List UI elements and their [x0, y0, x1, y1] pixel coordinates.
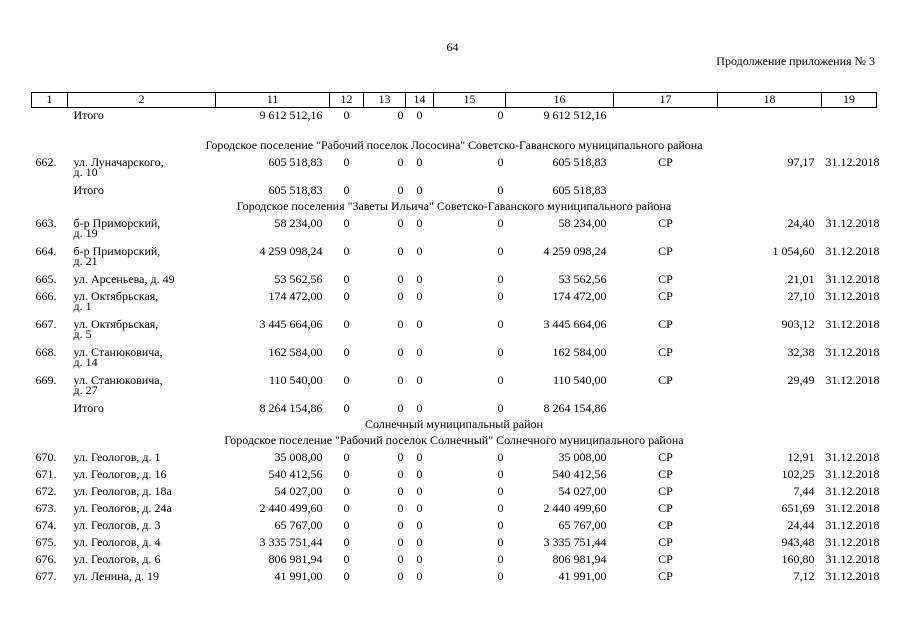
- total-cost-cell: 35 008,00: [558, 450, 607, 464]
- date-cell: 31.12.2018: [825, 552, 880, 566]
- address-cell: [68, 183, 216, 200]
- col15-cell: 0: [497, 535, 504, 549]
- date-cell: 31.12.2018: [825, 373, 880, 387]
- col-header: 16: [506, 93, 614, 108]
- method-cell: [614, 183, 718, 200]
- col13-cell: 0: [397, 155, 404, 169]
- col14-cell: 0: [416, 289, 423, 303]
- address-line: ул. Ленина, д. 19: [73, 569, 160, 583]
- col15-cell: 0: [497, 501, 504, 515]
- col15-cell: 0: [497, 373, 504, 387]
- date-cell: 31.12.2018: [825, 484, 880, 498]
- address-line: Итого: [73, 108, 104, 122]
- method-cell: СР: [658, 467, 673, 481]
- col-header: 18: [718, 93, 822, 108]
- area-cell: 12,91: [787, 450, 815, 464]
- total-cost-cell: 3 335 751,44: [543, 535, 607, 549]
- col13-cell: 0: [397, 345, 404, 359]
- date-cell: 31.12.2018: [825, 569, 880, 583]
- col15-cell: 0: [497, 216, 504, 230]
- data-table: [31, 92, 880, 586]
- date-cell: 31.12.2018: [825, 216, 880, 230]
- cost-cell: 162 584,00: [268, 345, 323, 359]
- row-index: [32, 108, 68, 126]
- area-cell: [718, 183, 822, 200]
- method-cell: СР: [658, 450, 673, 464]
- col13-cell: 0: [397, 501, 404, 515]
- col14-cell: 0: [416, 108, 423, 122]
- col12-cell: 0: [343, 467, 350, 481]
- area-cell: 21,01: [787, 272, 815, 286]
- col13-cell: 0: [397, 244, 404, 258]
- spacer-row: [32, 125, 877, 139]
- col13-cell: 0: [397, 183, 404, 197]
- address-line: ул. Станюковича,: [73, 345, 163, 359]
- table-row: [32, 345, 877, 373]
- col12-cell: 0: [343, 401, 350, 415]
- col14-cell: 0: [416, 317, 423, 331]
- address-cell: [68, 535, 216, 552]
- total-cost-cell: 65 767,00: [558, 518, 607, 532]
- total-cost-cell: 174 472,00: [552, 289, 607, 303]
- address-line: ул. Геологов, д. 3: [73, 518, 161, 532]
- total-cost-cell: 53 562,56: [558, 272, 607, 286]
- section-heading: Солнечный муниципальный район: [365, 417, 543, 431]
- table-row: [32, 289, 877, 317]
- cost-cell: 110 540,00: [268, 373, 323, 387]
- row-index: 662.: [35, 155, 57, 169]
- address-line-2: д. 27: [73, 383, 98, 397]
- method-cell: СР: [658, 244, 673, 258]
- row-index: 671.: [35, 467, 57, 481]
- col12-cell: 0: [343, 484, 350, 498]
- table-row: [32, 569, 877, 586]
- method-cell: [614, 108, 718, 126]
- address-line: ул. Арсеньева, д. 49: [73, 272, 175, 286]
- col13-cell: 0: [397, 552, 404, 566]
- address-cell: [68, 501, 216, 518]
- col13-cell: 0: [397, 317, 404, 331]
- total-row: [32, 108, 877, 126]
- address-line-2: д. 5: [73, 327, 92, 341]
- cost-cell: 605 518,83: [268, 155, 323, 169]
- address-line: б-р Приморский,: [73, 244, 161, 258]
- area-cell: 24,40: [787, 216, 815, 230]
- address-line-2: д. 19: [73, 226, 98, 240]
- row-index: 674.: [35, 518, 57, 532]
- address-cell: [68, 289, 216, 317]
- date-cell: 31.12.2018: [825, 535, 880, 549]
- cost-cell: 3 335 751,44: [259, 535, 323, 549]
- col15-cell: 0: [497, 289, 504, 303]
- col12-cell: 0: [343, 155, 350, 169]
- address-cell: [68, 216, 216, 244]
- col14-cell: 0: [416, 401, 423, 415]
- area-cell: 97,17: [787, 155, 815, 169]
- col15-cell: 0: [497, 467, 504, 481]
- method-cell: СР: [658, 155, 673, 169]
- method-cell: СР: [658, 484, 673, 498]
- address-line: ул. Октябрьская,: [73, 289, 159, 303]
- col12-cell: 0: [343, 373, 350, 387]
- row-index: 664.: [35, 244, 57, 258]
- address-line-2: д. 14: [73, 355, 98, 369]
- col14-cell: 0: [416, 484, 423, 498]
- section-heading: Городское поселение "Рабочий поселок Лососина" Советско-Гаванского муниципального района: [205, 138, 703, 152]
- method-cell: СР: [658, 289, 673, 303]
- address-line-2: д. 10: [73, 165, 98, 179]
- table-row: [32, 272, 877, 289]
- row-index: 677.: [35, 569, 57, 583]
- total-cost-cell: 605 518,83: [552, 155, 607, 169]
- method-cell: СР: [658, 552, 673, 566]
- row-index: 675.: [35, 535, 57, 549]
- cost-cell: 58 234,00: [274, 216, 323, 230]
- col14-cell: 0: [416, 450, 423, 464]
- area-cell: 1 054,60: [772, 244, 815, 258]
- col14-cell: 0: [416, 345, 423, 359]
- method-cell: СР: [658, 216, 673, 230]
- section-heading-row: [32, 434, 877, 450]
- cost-cell: 8 264 154,86: [259, 401, 323, 415]
- col12-cell: 0: [343, 518, 350, 532]
- table-row: [32, 484, 877, 501]
- spacer-cell: [32, 125, 877, 139]
- row-index: 672.: [35, 484, 57, 498]
- address-cell: [68, 108, 216, 126]
- address-line: ул. Станюковича,: [73, 373, 163, 387]
- date-cell: 31.12.2018: [825, 272, 880, 286]
- col15-cell: 0: [497, 552, 504, 566]
- area-cell: 943,48: [781, 535, 815, 549]
- col15-cell: 0: [497, 272, 504, 286]
- col12-cell: 0: [343, 244, 350, 258]
- col14-cell: 0: [416, 244, 423, 258]
- area-cell: 651,69: [781, 501, 815, 515]
- address-cell: [68, 552, 216, 569]
- address-line-2: д. 21: [73, 254, 98, 268]
- method-cell: СР: [658, 317, 673, 331]
- col15-cell: 0: [497, 401, 504, 415]
- col12-cell: 0: [343, 317, 350, 331]
- table-row: [32, 552, 877, 569]
- col14-cell: 0: [416, 501, 423, 515]
- total-row: [32, 401, 877, 418]
- col15-cell: 0: [497, 345, 504, 359]
- col-header: 17: [614, 93, 718, 108]
- method-cell: СР: [658, 518, 673, 532]
- area-cell: 24,44: [787, 518, 815, 532]
- cost-cell: 4 259 098,24: [259, 244, 323, 258]
- col13-cell: 0: [397, 272, 404, 286]
- col14-cell: 0: [416, 569, 423, 583]
- continuation-note: Продолжение приложения № 3: [716, 54, 875, 68]
- total-cost-cell: 41 991,00: [558, 569, 607, 583]
- cost-cell: 605 518,83: [268, 183, 323, 197]
- col14-cell: 0: [416, 552, 423, 566]
- address-line: ул. Геологов, д. 24а: [73, 501, 172, 515]
- col12-cell: 0: [343, 183, 350, 197]
- area-cell: 7,44: [793, 484, 815, 498]
- area-cell: 29,49: [787, 373, 815, 387]
- date-cell: 31.12.2018: [825, 450, 880, 464]
- col13-cell: 0: [397, 401, 404, 415]
- col15-cell: 0: [497, 317, 504, 331]
- col14-cell: 0: [416, 183, 423, 197]
- row-index: 670.: [35, 450, 57, 464]
- address-cell: [68, 518, 216, 535]
- row-index: [32, 183, 68, 200]
- section-heading: Городское поселения "Заветы Ильича" Советско-Гаванского муниципального района: [236, 199, 672, 213]
- method-cell: СР: [658, 501, 673, 515]
- page-number: 64: [446, 40, 459, 54]
- row-index: 676.: [35, 552, 57, 566]
- col12-cell: 0: [343, 535, 350, 549]
- cost-cell: 174 472,00: [268, 289, 323, 303]
- address-cell: [68, 484, 216, 501]
- area-cell: 27,10: [787, 289, 815, 303]
- col13-cell: 0: [397, 450, 404, 464]
- section-heading-row: [32, 200, 877, 216]
- address-cell: [68, 401, 216, 418]
- col13-cell: 0: [397, 535, 404, 549]
- address-cell: [68, 244, 216, 272]
- col13-cell: 0: [397, 216, 404, 230]
- row-index: 667.: [35, 317, 57, 331]
- col14-cell: 0: [416, 467, 423, 481]
- row-index: 673.: [35, 501, 57, 515]
- col12-cell: 0: [343, 108, 350, 122]
- cost-cell: 65 767,00: [274, 518, 323, 532]
- total-cost-cell: 806 981,94: [552, 552, 607, 566]
- table-row: [32, 216, 877, 244]
- col12-cell: 0: [343, 450, 350, 464]
- col14-cell: 0: [416, 535, 423, 549]
- table-row: [32, 467, 877, 484]
- total-cost-cell: 2 440 499,60: [543, 501, 607, 515]
- method-cell: СР: [658, 272, 673, 286]
- table-row: [32, 450, 877, 467]
- cost-cell: 41 991,00: [274, 569, 323, 583]
- address-line: ул. Геологов, д. 18а: [73, 484, 172, 498]
- row-index: 669.: [35, 373, 57, 387]
- area-cell: 32,38: [787, 345, 815, 359]
- row-index: 666.: [35, 289, 57, 303]
- address-line: ул. Луначарского,: [73, 155, 164, 169]
- cost-cell: 540 412,56: [268, 467, 323, 481]
- col15-cell: 0: [497, 450, 504, 464]
- area-cell: [718, 401, 822, 418]
- col14-cell: 0: [416, 155, 423, 169]
- col-header: 13: [364, 93, 406, 108]
- date-cell: 31.12.2018: [825, 289, 880, 303]
- address-line-2: д. 1: [73, 299, 92, 313]
- method-cell: СР: [658, 569, 673, 583]
- col-header: 15: [434, 93, 506, 108]
- date-cell: [822, 183, 877, 200]
- col13-cell: 0: [397, 484, 404, 498]
- address-line: ул. Геологов, д. 16: [73, 467, 167, 481]
- section-heading-row: [32, 139, 877, 155]
- method-cell: [614, 401, 718, 418]
- method-cell: СР: [658, 535, 673, 549]
- cost-cell: 806 981,94: [268, 552, 323, 566]
- method-cell: СР: [658, 345, 673, 359]
- address-line: ул. Геологов, д. 1: [73, 450, 161, 464]
- cost-cell: 53 562,56: [274, 272, 323, 286]
- cost-cell: 35 008,00: [274, 450, 323, 464]
- date-cell: 31.12.2018: [825, 467, 880, 481]
- row-index: 668.: [35, 345, 57, 359]
- address-cell: [68, 373, 216, 401]
- table-row: [32, 155, 877, 183]
- date-cell: 31.12.2018: [825, 501, 880, 515]
- row-index: 663.: [35, 216, 57, 230]
- col13-cell: 0: [397, 569, 404, 583]
- cost-cell: 9 612 512,16: [259, 108, 323, 122]
- total-cost-cell: 8 264 154,86: [543, 401, 607, 415]
- address-cell: [68, 317, 216, 345]
- address-cell: [68, 272, 216, 289]
- col-header: 14: [406, 93, 434, 108]
- method-cell: СР: [658, 373, 673, 387]
- address-line: Итого: [73, 183, 104, 197]
- area-cell: [718, 108, 822, 126]
- total-cost-cell: 605 518,83: [552, 183, 607, 197]
- col14-cell: 0: [416, 272, 423, 286]
- col-header: 19: [822, 93, 877, 108]
- date-cell: 31.12.2018: [825, 155, 880, 169]
- table-row: [32, 244, 877, 272]
- total-cost-cell: 4 259 098,24: [543, 244, 607, 258]
- total-cost-cell: 3 445 664,06: [543, 317, 607, 331]
- col14-cell: 0: [416, 518, 423, 532]
- address-line: ул. Октябрьская,: [73, 317, 159, 331]
- col13-cell: 0: [397, 518, 404, 532]
- cost-cell: 2 440 499,60: [259, 501, 323, 515]
- row-index: [32, 401, 68, 418]
- area-cell: 903,12: [781, 317, 815, 331]
- col13-cell: 0: [397, 289, 404, 303]
- col12-cell: 0: [343, 216, 350, 230]
- table-header-row: [32, 93, 877, 108]
- date-cell: 31.12.2018: [825, 244, 880, 258]
- cost-cell: 3 445 664,06: [259, 317, 323, 331]
- col12-cell: 0: [343, 345, 350, 359]
- table-row: [32, 373, 877, 401]
- table-row: [32, 501, 877, 518]
- table-row: [32, 317, 877, 345]
- section-heading-row: [32, 418, 877, 434]
- col12-cell: 0: [343, 289, 350, 303]
- col15-cell: 0: [497, 569, 504, 583]
- address-line: Итого: [73, 401, 104, 415]
- date-cell: 31.12.2018: [825, 317, 880, 331]
- area-cell: 160,80: [781, 552, 815, 566]
- total-cost-cell: 540 412,56: [552, 467, 607, 481]
- col-header: 11: [216, 93, 330, 108]
- col14-cell: 0: [416, 216, 423, 230]
- total-row: [32, 183, 877, 200]
- address-cell: [68, 155, 216, 183]
- col13-cell: 0: [397, 108, 404, 122]
- date-cell: [822, 401, 877, 418]
- col15-cell: 0: [497, 244, 504, 258]
- address-line: ул. Геологов, д. 4: [73, 535, 161, 549]
- cost-cell: 54 027,00: [274, 484, 323, 498]
- table-row: [32, 535, 877, 552]
- row-index: 665.: [35, 272, 57, 286]
- col12-cell: 0: [343, 501, 350, 515]
- total-cost-cell: 162 584,00: [552, 345, 607, 359]
- col15-cell: 0: [497, 183, 504, 197]
- address-cell: [68, 450, 216, 467]
- col14-cell: 0: [416, 373, 423, 387]
- total-cost-cell: 110 540,00: [552, 373, 607, 387]
- col13-cell: 0: [397, 467, 404, 481]
- col15-cell: 0: [497, 108, 504, 122]
- address-cell: [68, 345, 216, 373]
- table-row: [32, 518, 877, 535]
- area-cell: 7,12: [793, 569, 815, 583]
- section-heading: Городское поселение "Рабочий поселок Солнечный" Солнечного муниципального района: [224, 433, 684, 447]
- address-cell: [68, 467, 216, 484]
- address-line: б-р Приморский,: [73, 216, 161, 230]
- col15-cell: 0: [497, 155, 504, 169]
- col-header: 12: [330, 93, 364, 108]
- area-cell: 102,25: [781, 467, 815, 481]
- address-line: ул. Геологов, д. 6: [73, 552, 161, 566]
- date-cell: 31.12.2018: [825, 345, 880, 359]
- total-cost-cell: 9 612 512,16: [543, 108, 607, 122]
- col-header: 2: [68, 93, 216, 108]
- col12-cell: 0: [343, 552, 350, 566]
- col12-cell: 0: [343, 272, 350, 286]
- address-cell: [68, 569, 216, 586]
- col-header: 1: [32, 93, 68, 108]
- total-cost-cell: 58 234,00: [558, 216, 607, 230]
- col13-cell: 0: [397, 373, 404, 387]
- col15-cell: 0: [497, 484, 504, 498]
- col12-cell: 0: [343, 569, 350, 583]
- date-cell: [822, 108, 877, 126]
- total-cost-cell: 54 027,00: [558, 484, 607, 498]
- date-cell: 31.12.2018: [825, 518, 880, 532]
- col15-cell: 0: [497, 518, 504, 532]
